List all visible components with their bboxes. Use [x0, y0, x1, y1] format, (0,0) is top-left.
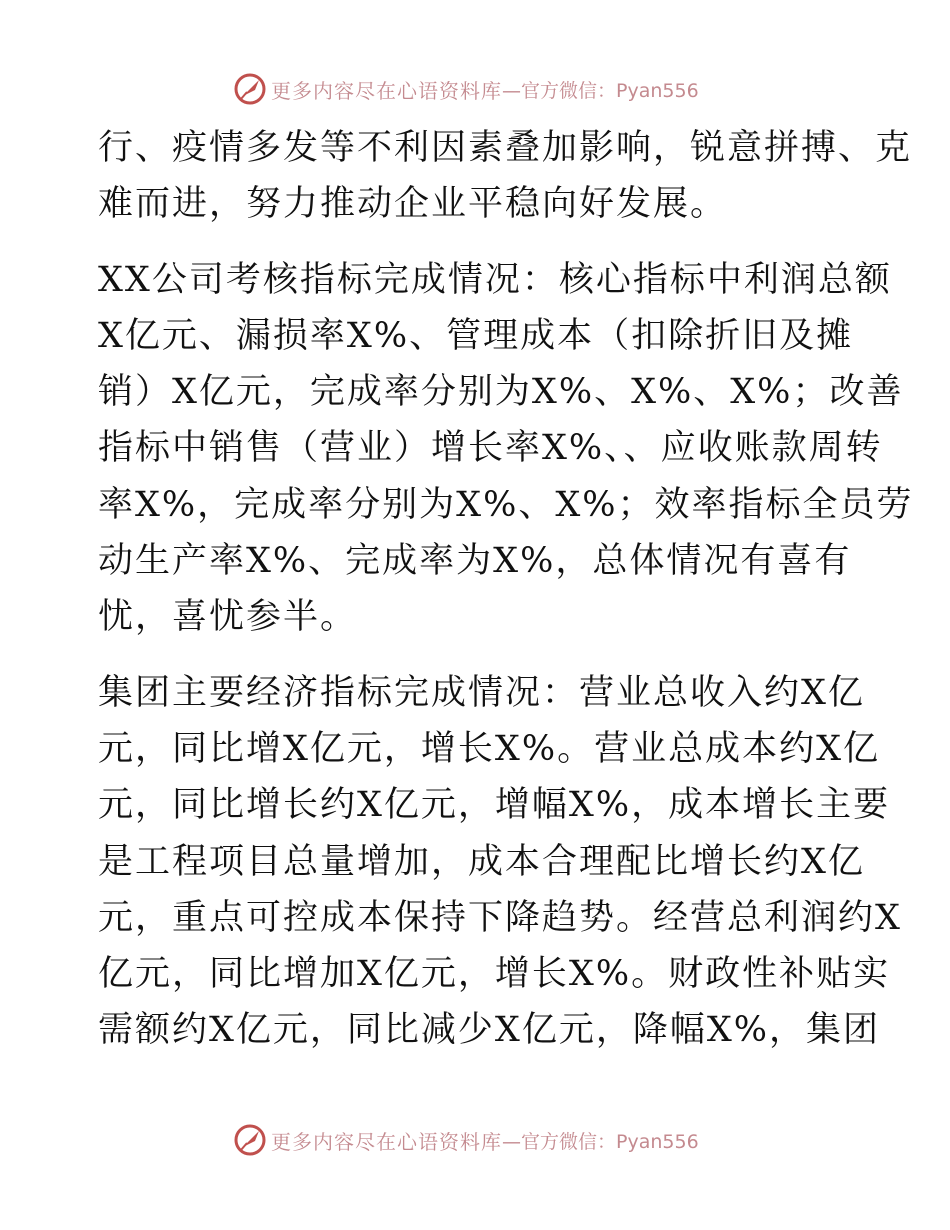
paragraph-group-indicators [98, 665, 902, 1059]
text-line: 率X%，完成率分别为X%、X%；效率指标全员劳 [98, 484, 914, 525]
watermark-contact-text: —官方微信：Pyan556 [502, 1130, 699, 1153]
text-line: 动生产率X%、完成率为X%，总体情况有喜有 [98, 541, 852, 582]
quill-pen-in-circle-icon [233, 1123, 267, 1157]
document-body [98, 120, 914, 1059]
quill-pen-in-circle-icon [233, 72, 267, 106]
footer-watermark [233, 1123, 699, 1157]
text-line: 行、疫情多发等不利因素叠加影响，锐意拼搏、克 [98, 128, 913, 168]
text-line: 销）X亿元，完成率分别为X%、X%、X%；改善 [98, 372, 904, 413]
text-line: 忧，喜忧参半。 [98, 597, 358, 638]
text-line: 指标中销售（营业）增长率X%、、应收账款周转 [98, 428, 883, 469]
watermark-brand-text: 更多内容尽在心语资料库 [271, 1129, 502, 1154]
text-line: 需额约X亿元，同比减少X亿元，降幅X%，集团 [98, 1010, 881, 1051]
text-line: XX公司考核指标完成情况：核心指标中利润总额 [98, 259, 892, 300]
text-line: X亿元、漏损率X%、管理成本（扣除折旧及摊 [98, 315, 854, 356]
text-line: 亿元，同比增加X亿元，增长X%。财政性补贴实 [98, 954, 891, 995]
text-line: 元，同比增X亿元，增长X%。营业总成本约X亿 [98, 728, 881, 769]
paragraph-continuation [98, 120, 913, 233]
header-watermark [233, 72, 699, 106]
text-line: 元，同比增长约X亿元，增幅X%，成本增长主要 [98, 785, 891, 826]
watermark-contact-text: —官方微信：Pyan556 [502, 79, 699, 102]
text-line: 元，重点可控成本保持下降趋势。经营总利润约X [98, 897, 902, 938]
paragraph-company-indicators [98, 252, 914, 646]
text-line: 难而进，努力推动企业平稳向好发展。 [98, 184, 728, 225]
text-line: 集团主要经济指标完成情况：营业总收入约X亿 [98, 672, 865, 713]
watermark-brand-text: 更多内容尽在心语资料库 [271, 78, 502, 103]
text-line: 是工程项目总量增加，成本合理配比增长约X亿 [98, 841, 865, 882]
